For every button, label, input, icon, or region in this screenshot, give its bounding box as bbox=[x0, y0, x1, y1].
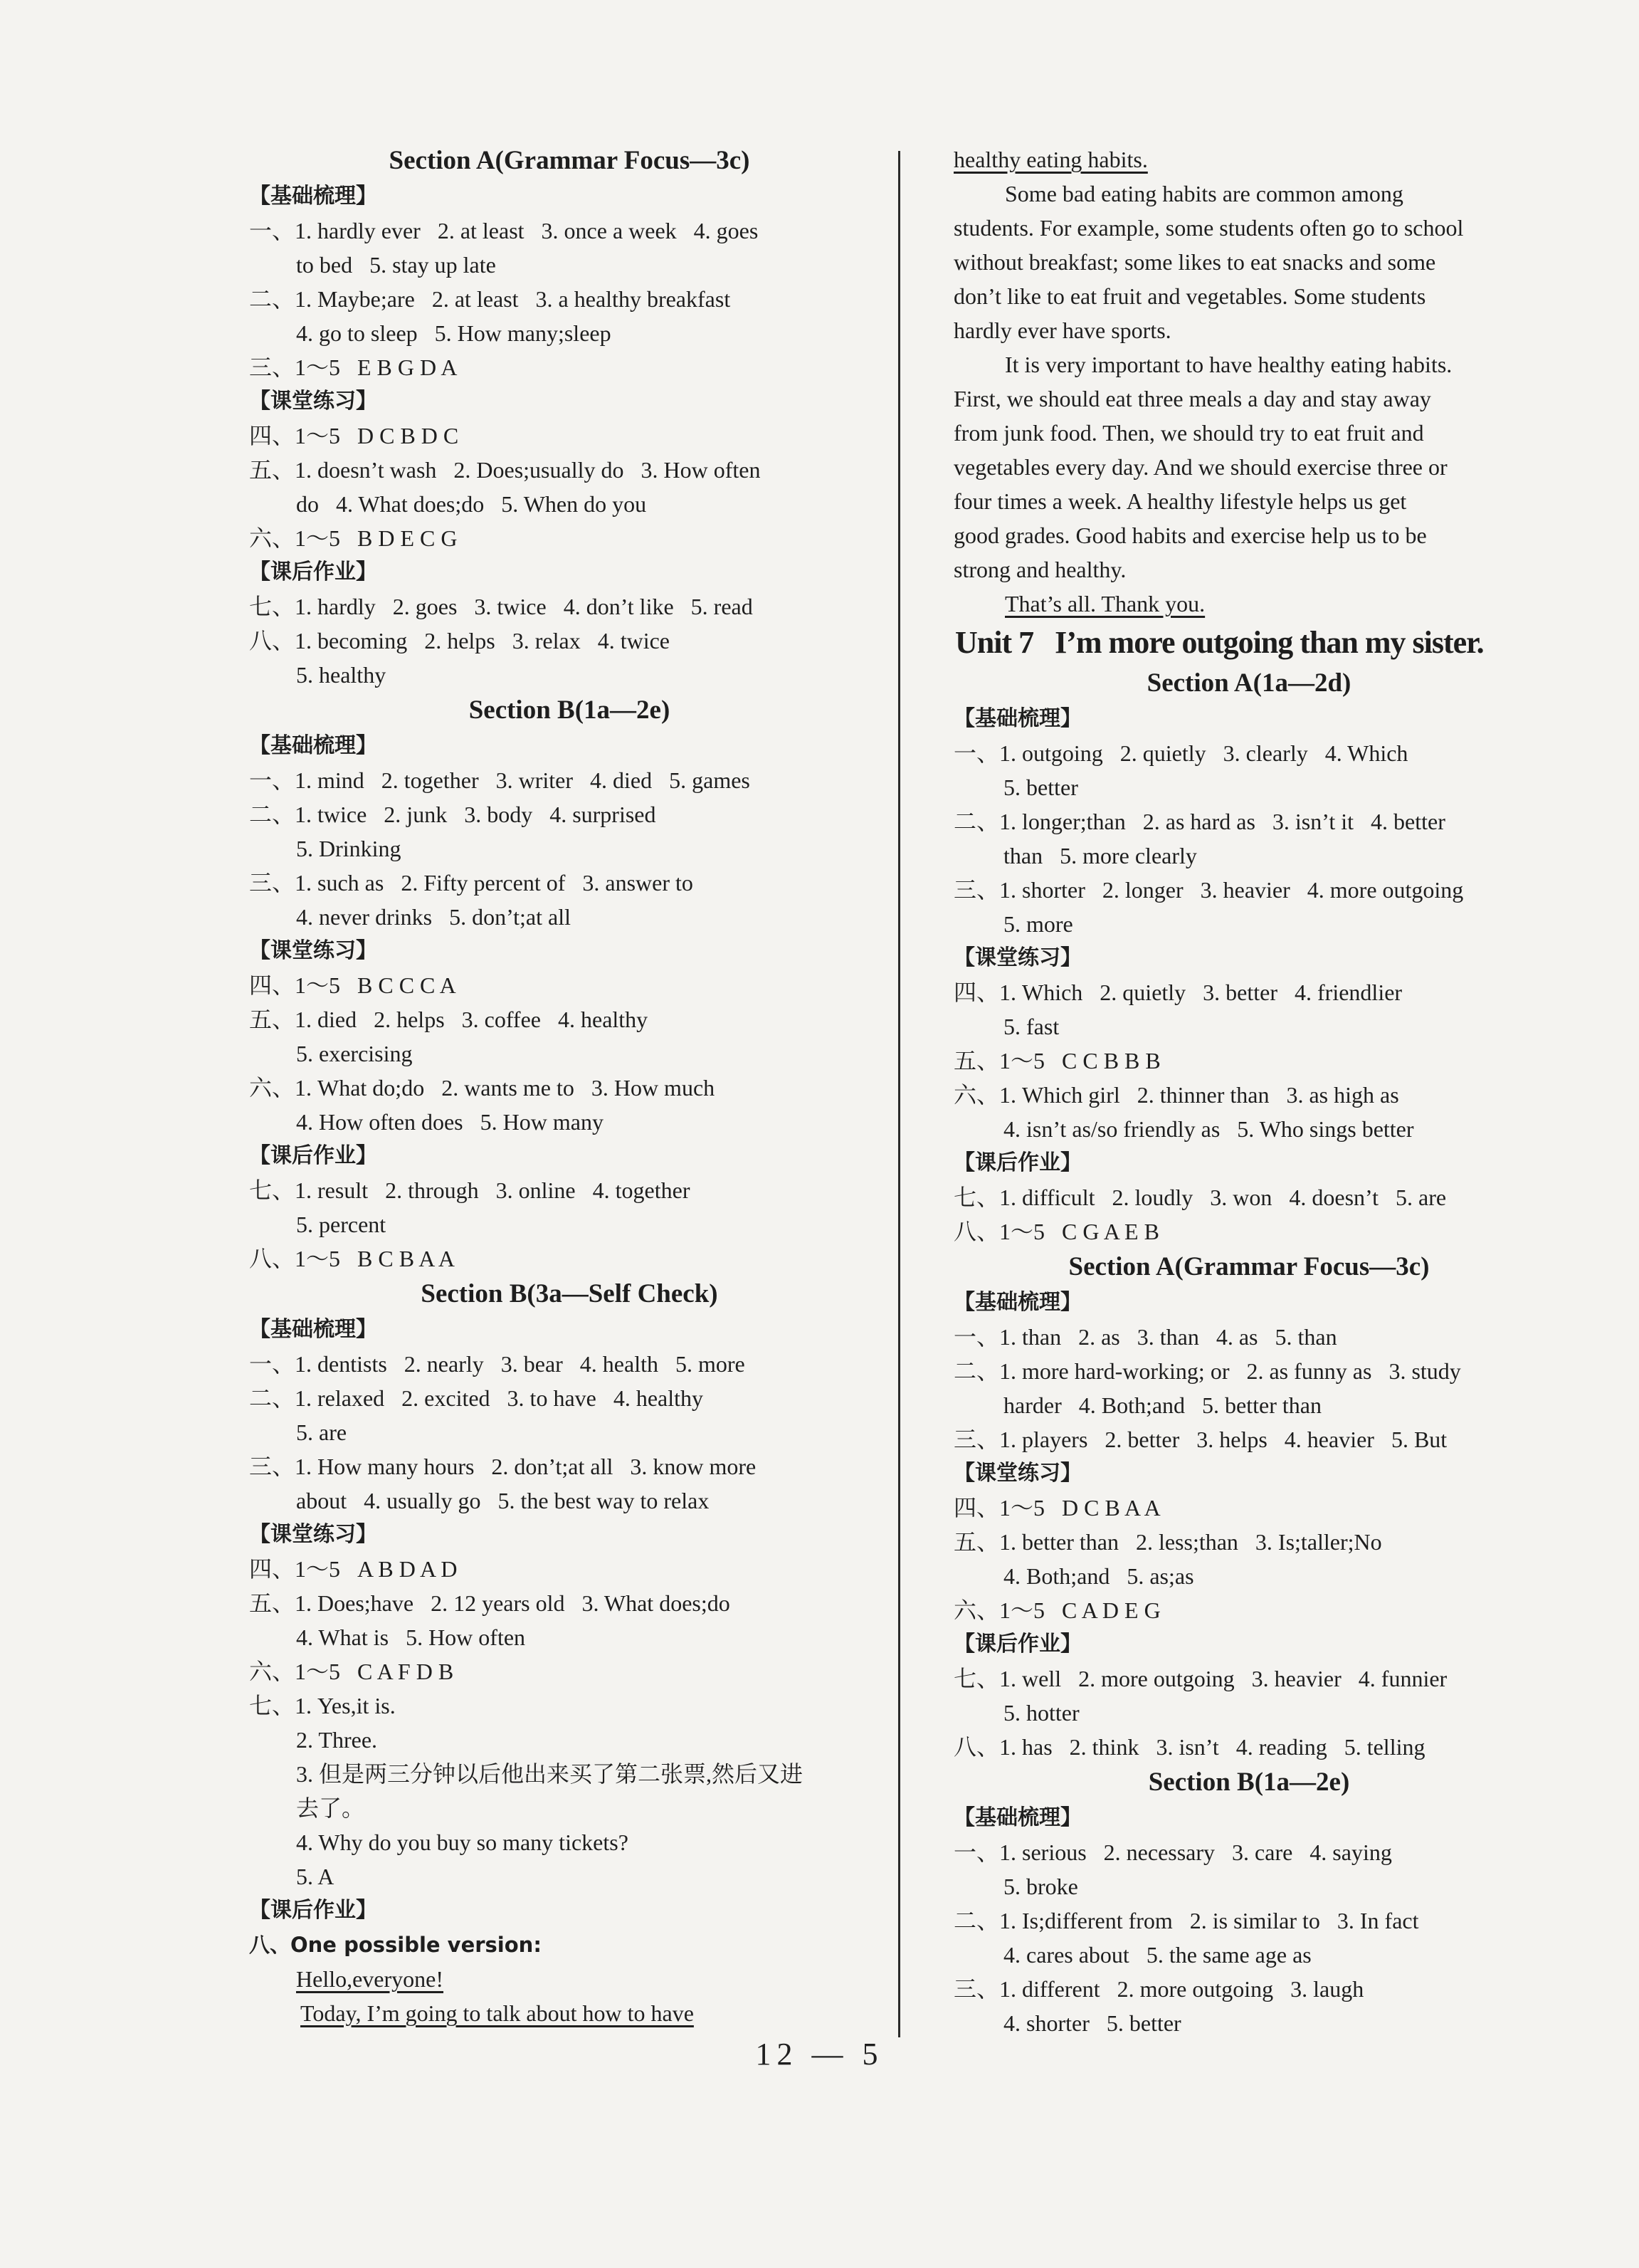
answer-line: 四、1～5 D C B D C bbox=[249, 423, 459, 448]
answer-line: 五、1. doesn’t wash 2. Does;usually do 3. How often bbox=[249, 457, 761, 483]
answer-line: 4. What is 5. How often bbox=[296, 1624, 526, 1650]
answer-line: 4. cares about 5. the same age as bbox=[1003, 1942, 1312, 1968]
answer-line: 八、One possible version: bbox=[249, 1933, 542, 1957]
answer-line: 四、1～5 D C B A A bbox=[954, 1495, 1161, 1521]
subsection-tag: 【基础梳理】 bbox=[249, 733, 377, 758]
answer-line: 4. Why do you buy so many tickets? bbox=[296, 1829, 628, 1855]
subsection-tag: 【课堂练习】 bbox=[249, 938, 377, 963]
subsection-tag: 【基础梳理】 bbox=[249, 1317, 377, 1342]
answer-line: 七、1. difficult 2. loudly 3. won 4. doesn’t 5. are bbox=[954, 1185, 1447, 1210]
answer-line: 5. hotter bbox=[1003, 1700, 1080, 1726]
answer-line: 八、1～5 B C B A A bbox=[249, 1246, 455, 1271]
answer-line: 八、1. becoming 2. helps 3. relax 4. twice bbox=[249, 628, 670, 653]
answer-line: 一、1. mind 2. together 3. writer 4. died 5. games bbox=[249, 767, 750, 793]
answer-line: 七、1. Yes,it is. bbox=[249, 1693, 396, 1718]
answer-line: harder 4. Both;and 5. better than bbox=[1003, 1392, 1322, 1418]
answer-line: 4. go to sleep 5. How many;sleep bbox=[296, 320, 611, 346]
subsection-tag: 【课后作业】 bbox=[954, 1150, 1082, 1175]
answer-line: without breakfast; some likes to eat snacks and some bbox=[954, 249, 1436, 275]
answer-line: 三、1. different 2. more outgoing 3. laugh bbox=[954, 1976, 1364, 2002]
unit-title: Unit 7 I’m more outgoing than my sister. bbox=[955, 625, 1484, 660]
answer-line: 一、1. hardly ever 2. at least 3. once a week 4. goes bbox=[249, 218, 759, 243]
answer-line: 五、1. Does;have 2. 12 years old 3. What does;do bbox=[249, 1590, 730, 1616]
section-heading: Section B(1a—2e) bbox=[468, 695, 670, 725]
answer-line: 5. fast bbox=[1003, 1014, 1060, 1039]
subsection-tag: 【基础梳理】 bbox=[954, 706, 1082, 731]
answer-line: 一、1. outgoing 2. quietly 3. clearly 4. Which bbox=[954, 740, 1408, 766]
answer-line: 三、1. shorter 2. longer 3. heavier 4. more outgoing bbox=[954, 877, 1464, 903]
subsection-tag: 【课堂练习】 bbox=[249, 389, 377, 414]
subsection-tag: 【课后作业】 bbox=[249, 560, 377, 584]
answer-line: 七、1. well 2. more outgoing 3. heavier 4. funnier bbox=[954, 1666, 1448, 1691]
subsection-tag: 【课后作业】 bbox=[249, 1898, 377, 1923]
answer-line: 5. healthy bbox=[296, 662, 386, 688]
answer-line: Hello,everyone! bbox=[296, 1966, 444, 1992]
answer-line: 七、1. result 2. through 3. online 4. together bbox=[249, 1177, 690, 1203]
answer-line: 八、1～5 C G A E B bbox=[954, 1219, 1159, 1244]
answer-line: 4. isn’t as/so friendly as 5. Who sings better bbox=[1003, 1116, 1414, 1142]
answer-line: 三、1. players 2. better 3. helps 4. heavier 5. But bbox=[954, 1427, 1448, 1452]
answer-line: 4. shorter 5. better bbox=[1003, 2010, 1181, 2036]
answer-line: 四、1～5 A B D A D bbox=[249, 1556, 458, 1582]
subsection-tag: 【课堂练习】 bbox=[954, 945, 1082, 970]
answer-line: 二、1. longer;than 2. as hard as 3. isn’t it 4. better bbox=[954, 809, 1445, 834]
answer-line: That’s all. Thank you. bbox=[1005, 591, 1206, 616]
answer-line: It is very important to have healthy eating habits. bbox=[1005, 352, 1453, 377]
answer-line: 5. Drinking bbox=[296, 836, 401, 861]
answer-line: 五、1～5 C C B B B bbox=[954, 1048, 1161, 1073]
answer-line: 5. exercising bbox=[296, 1041, 413, 1066]
answer-line: 四、1～5 B C C C A bbox=[249, 972, 456, 998]
page-number: 12 — 5 bbox=[755, 2037, 884, 2072]
answer-line: 四、1. Which 2. quietly 3. better 4. friendlier bbox=[954, 980, 1403, 1005]
answer-line: 六、1～5 B D E C G bbox=[249, 525, 458, 551]
subsection-tag: 【课后作业】 bbox=[249, 1143, 377, 1168]
answer-line: 六、1～5 C A F D B bbox=[249, 1659, 454, 1684]
answer-line: 一、1. serious 2. necessary 3. care 4. saying bbox=[954, 1839, 1392, 1865]
left-column bbox=[249, 142, 890, 2030]
answer-line: 六、1～5 C A D E G bbox=[954, 1597, 1161, 1623]
answer-line: 三、1. How many hours 2. don’t;at all 3. know more bbox=[249, 1454, 757, 1479]
answer-line: 二、1. twice 2. junk 3. body 4. surprised bbox=[249, 802, 656, 827]
answer-line: 3. 但是两三分钟以后他出来买了第二张票,然后又进 bbox=[296, 1761, 803, 1787]
answer-line: 5. A bbox=[296, 1864, 334, 1889]
answer-line: about 4. usually go 5. the best way to relax bbox=[296, 1488, 710, 1513]
answer-line: strong and healthy. bbox=[954, 557, 1127, 582]
subsection-tag: 【课堂练习】 bbox=[249, 1522, 377, 1547]
answer-line: 5. broke bbox=[1003, 1874, 1078, 1899]
answer-line: 5. better bbox=[1003, 775, 1078, 800]
answer-line: 八、1. has 2. think 3. isn’t 4. reading 5. telling bbox=[954, 1734, 1425, 1760]
answer-line: 三、1. such as 2. Fifty percent of 3. answer to bbox=[249, 870, 693, 896]
answer-line: 2. Three. bbox=[296, 1727, 378, 1753]
answer-line: do 4. What does;do 5. When do you bbox=[296, 491, 647, 517]
answer-line: 二、1. more hard-working; or 2. as funny as 3. study bbox=[954, 1358, 1461, 1384]
section-heading: Section B(1a—2e) bbox=[1148, 1768, 1350, 1797]
answer-line: 5. more bbox=[1003, 911, 1073, 937]
answer-line: healthy eating habits. bbox=[954, 147, 1148, 172]
answer-line: 一、1. than 2. as 3. than 4. as 5. than bbox=[954, 1324, 1337, 1350]
section-heading: Section A(Grammar Focus—3c) bbox=[1068, 1252, 1430, 1281]
section-heading: Section A(Grammar Focus—3c) bbox=[389, 146, 750, 175]
answer-line: 二、1. relaxed 2. excited 3. to have 4. healthy bbox=[249, 1385, 704, 1411]
answer-line: 4. never drinks 5. don’t;at all bbox=[296, 904, 571, 930]
answer-line: 六、1. Which girl 2. thinner than 3. as high as bbox=[954, 1082, 1399, 1108]
answer-line: 5. are bbox=[296, 1419, 347, 1445]
answer-line: 4. How often does 5. How many bbox=[296, 1109, 604, 1135]
section-heading: Section B(3a—Self Check) bbox=[421, 1279, 718, 1308]
answer-line: 5. percent bbox=[296, 1212, 386, 1237]
answer-line: hardly ever have sports. bbox=[954, 317, 1171, 343]
column-divider bbox=[898, 151, 900, 2037]
answer-line: 五、1. died 2. helps 3. coffee 4. healthy bbox=[249, 1007, 648, 1032]
answer-line: 七、1. hardly 2. goes 3. twice 4. don’t like 5. read bbox=[249, 594, 753, 619]
answer-line: 六、1. What do;do 2. wants me to 3. How much bbox=[249, 1075, 715, 1101]
answer-line: 一、1. dentists 2. nearly 3. bear 4. health 5. more bbox=[249, 1351, 745, 1377]
answer-line: students. For example, some students often go to school bbox=[954, 215, 1464, 241]
subsection-tag: 【课后作业】 bbox=[954, 1632, 1082, 1657]
subsection-tag: 【基础梳理】 bbox=[954, 1805, 1082, 1830]
answer-line: don’t like to eat fruit and vegetables. Some students bbox=[954, 283, 1426, 309]
answer-line: Today, I’m going to talk about how to have bbox=[300, 2000, 694, 2026]
subsection-tag: 【课堂练习】 bbox=[954, 1461, 1082, 1486]
answer-line: 二、1. Maybe;are 2. at least 3. a healthy breakfast bbox=[249, 286, 731, 312]
answer-line: 三、1～5 E B G D A bbox=[249, 355, 458, 380]
subsection-tag: 【基础梳理】 bbox=[954, 1290, 1082, 1315]
answer-line: Some bad eating habits are common among bbox=[1005, 181, 1403, 206]
subsection-tag: 【基础梳理】 bbox=[249, 184, 377, 209]
answer-line: than 5. more clearly bbox=[1003, 843, 1197, 868]
answer-line: 去了。 bbox=[296, 1795, 365, 1821]
answer-line: First, we should eat three meals a day and stay away bbox=[954, 386, 1431, 411]
answer-line: four times a week. A healthy lifestyle helps us get bbox=[954, 488, 1407, 514]
answer-line: from junk food. Then, we should try to eat fruit and bbox=[954, 420, 1424, 446]
answer-line: 五、1. better than 2. less;than 3. Is;taller;No bbox=[954, 1529, 1382, 1555]
right-column bbox=[954, 142, 1544, 2040]
answer-line: vegetables every day. And we should exercise three or bbox=[954, 454, 1448, 480]
section-heading: Section A(1a—2d) bbox=[1147, 668, 1351, 698]
answer-line: 二、1. Is;different from 2. is similar to 3. In fact bbox=[954, 1908, 1419, 1933]
answer-line: 4. Both;and 5. as;as bbox=[1003, 1563, 1194, 1589]
answer-line: to bed 5. stay up late bbox=[296, 252, 496, 278]
answer-line: good grades. Good habits and exercise help us to be bbox=[954, 523, 1427, 548]
